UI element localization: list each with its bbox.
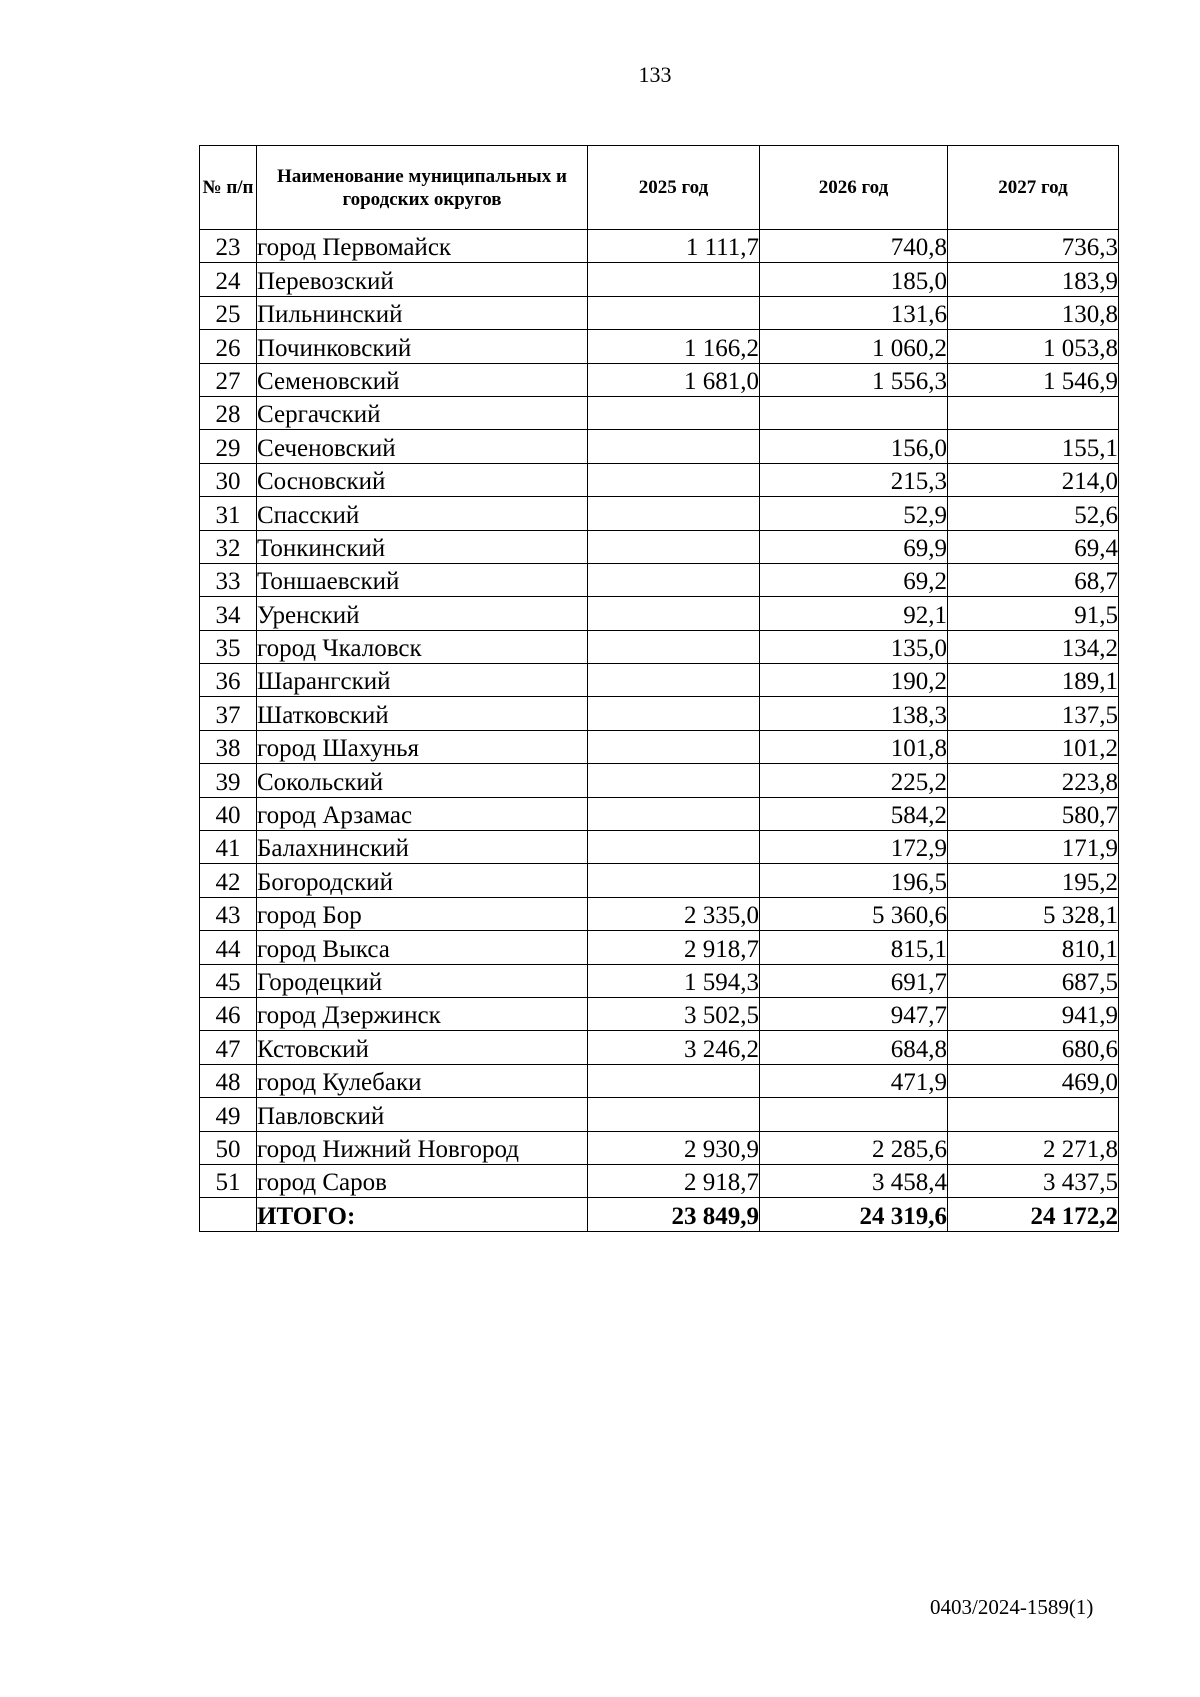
header-2025: 2025 год [588, 146, 760, 230]
cell-2025 [588, 730, 760, 763]
table-row [200, 664, 1119, 697]
document-code: 0403/2024-1589(1) [930, 1595, 1094, 1619]
table-row [200, 463, 1119, 496]
cell-2025 [588, 497, 760, 530]
cell-2026: 131,6 [760, 296, 948, 329]
table-row [200, 897, 1119, 930]
cell-2025: 1 681,0 [588, 363, 760, 396]
cell-2027: 3 437,5 [948, 1164, 1119, 1197]
cell-2025 [588, 664, 760, 697]
table-row [200, 997, 1119, 1030]
header-num: № п/п [200, 146, 257, 230]
cell-name: Сосновский [257, 463, 588, 496]
cell-2026: 135,0 [760, 630, 948, 663]
cell-2026: 69,2 [760, 563, 948, 596]
cell-2026 [760, 1098, 948, 1131]
cell-name: Кстовский [257, 1031, 588, 1064]
cell-name: Городецкий [257, 964, 588, 997]
cell-2026: 5 360,6 [760, 897, 948, 930]
cell-num: 36 [200, 664, 257, 697]
cell-2027: 137,5 [948, 697, 1119, 730]
total-cell-2026: 24 319,6 [760, 1198, 948, 1231]
cell-2027: 68,7 [948, 563, 1119, 596]
cell-name: город Саров [257, 1164, 588, 1197]
table-row [200, 1031, 1119, 1064]
cell-2025 [588, 864, 760, 897]
page-number: 133 [638, 62, 672, 87]
table-row [200, 230, 1119, 263]
cell-2026: 52,9 [760, 497, 948, 530]
cell-num: 47 [200, 1031, 257, 1064]
cell-2027 [948, 1098, 1119, 1131]
table-row [200, 597, 1119, 630]
cell-num: 31 [200, 497, 257, 530]
table-row [200, 1064, 1119, 1097]
budget-table [199, 145, 1119, 1232]
table-row [200, 396, 1119, 429]
cell-2025 [588, 597, 760, 630]
cell-2026: 92,1 [760, 597, 948, 630]
cell-name: Сокольский [257, 764, 588, 797]
cell-2027: 580,7 [948, 797, 1119, 830]
cell-2027: 69,4 [948, 530, 1119, 563]
cell-num: 50 [200, 1131, 257, 1164]
total-cell-num [200, 1198, 257, 1231]
cell-2025 [588, 1098, 760, 1131]
cell-2027: 101,2 [948, 730, 1119, 763]
cell-num: 23 [200, 230, 257, 263]
cell-name: Балахнинский [257, 831, 588, 864]
cell-num: 44 [200, 931, 257, 964]
table-row [200, 530, 1119, 563]
cell-num: 41 [200, 831, 257, 864]
cell-2025: 1 111,7 [588, 230, 760, 263]
table-row [200, 964, 1119, 997]
table-row [200, 797, 1119, 830]
cell-2026: 156,0 [760, 430, 948, 463]
cell-name: город Арзамас [257, 797, 588, 830]
cell-2027: 680,6 [948, 1031, 1119, 1064]
cell-num: 35 [200, 630, 257, 663]
cell-2026: 69,9 [760, 530, 948, 563]
cell-2025 [588, 396, 760, 429]
header-2027: 2027 год [948, 146, 1119, 230]
table-row [200, 831, 1119, 864]
cell-num: 38 [200, 730, 257, 763]
cell-2025: 3 246,2 [588, 1031, 760, 1064]
table-row [200, 697, 1119, 730]
cell-name: Пильнинский [257, 296, 588, 329]
cell-2026: 471,9 [760, 1064, 948, 1097]
cell-2026: 1 060,2 [760, 330, 948, 363]
cell-name: город Чкаловск [257, 630, 588, 663]
cell-name: Тоншаевский [257, 563, 588, 596]
cell-2026: 947,7 [760, 997, 948, 1030]
cell-2026: 691,7 [760, 964, 948, 997]
cell-2025 [588, 530, 760, 563]
cell-2027: 736,3 [948, 230, 1119, 263]
cell-2027: 155,1 [948, 430, 1119, 463]
table-row [200, 630, 1119, 663]
cell-2025 [588, 697, 760, 730]
total-cell-name: ИТОГО: [257, 1198, 588, 1231]
cell-name: город Выкса [257, 931, 588, 964]
cell-2027: 130,8 [948, 296, 1119, 329]
cell-2026: 584,2 [760, 797, 948, 830]
total-cell-2027: 24 172,2 [948, 1198, 1119, 1231]
cell-name: Тонкинский [257, 530, 588, 563]
cell-num: 24 [200, 263, 257, 296]
cell-2025 [588, 1064, 760, 1097]
cell-2025 [588, 263, 760, 296]
table-row [200, 1164, 1119, 1197]
cell-name: Семеновский [257, 363, 588, 396]
cell-name: город Дзержинск [257, 997, 588, 1030]
table-row [200, 864, 1119, 897]
cell-name: Сеченовский [257, 430, 588, 463]
cell-2026 [760, 396, 948, 429]
cell-2025 [588, 831, 760, 864]
total-row [200, 1198, 1119, 1231]
cell-num: 42 [200, 864, 257, 897]
cell-num: 48 [200, 1064, 257, 1097]
cell-2025 [588, 563, 760, 596]
cell-2027: 1 546,9 [948, 363, 1119, 396]
table-row [200, 430, 1119, 463]
cell-2026: 172,9 [760, 831, 948, 864]
cell-num: 32 [200, 530, 257, 563]
header-2026: 2026 год [760, 146, 948, 230]
cell-num: 34 [200, 597, 257, 630]
cell-2026: 185,0 [760, 263, 948, 296]
table-row [200, 1098, 1119, 1131]
cell-num: 43 [200, 897, 257, 930]
cell-2026: 815,1 [760, 931, 948, 964]
cell-num: 25 [200, 296, 257, 329]
cell-name: город Кулебаки [257, 1064, 588, 1097]
cell-2026: 3 458,4 [760, 1164, 948, 1197]
cell-2025: 2 930,9 [588, 1131, 760, 1164]
cell-2027 [948, 396, 1119, 429]
cell-2025: 2 918,7 [588, 931, 760, 964]
cell-2026: 196,5 [760, 864, 948, 897]
cell-name: город Бор [257, 897, 588, 930]
cell-num: 26 [200, 330, 257, 363]
cell-name: Уренский [257, 597, 588, 630]
cell-2027: 687,5 [948, 964, 1119, 997]
cell-2026: 684,8 [760, 1031, 948, 1064]
cell-2025 [588, 430, 760, 463]
cell-2026: 101,8 [760, 730, 948, 763]
cell-name: Шатковский [257, 697, 588, 730]
cell-2027: 2 271,8 [948, 1131, 1119, 1164]
cell-num: 51 [200, 1164, 257, 1197]
table-row [200, 363, 1119, 396]
cell-2025 [588, 797, 760, 830]
cell-2025: 1 594,3 [588, 964, 760, 997]
cell-2025: 2 335,0 [588, 897, 760, 930]
cell-2025: 2 918,7 [588, 1164, 760, 1197]
cell-2025 [588, 463, 760, 496]
cell-2027: 183,9 [948, 263, 1119, 296]
cell-num: 45 [200, 964, 257, 997]
cell-2026: 1 556,3 [760, 363, 948, 396]
table-header-row [200, 146, 1119, 230]
cell-name: Перевозский [257, 263, 588, 296]
table-row [200, 497, 1119, 530]
cell-2026: 138,3 [760, 697, 948, 730]
cell-num: 27 [200, 363, 257, 396]
table-row [200, 764, 1119, 797]
cell-2027: 1 053,8 [948, 330, 1119, 363]
cell-name: Павловский [257, 1098, 588, 1131]
table-row [200, 296, 1119, 329]
cell-2027: 189,1 [948, 664, 1119, 697]
cell-2026: 225,2 [760, 764, 948, 797]
cell-2025: 3 502,5 [588, 997, 760, 1030]
cell-2025 [588, 630, 760, 663]
cell-name: город Нижний Новгород [257, 1131, 588, 1164]
cell-2027: 134,2 [948, 630, 1119, 663]
header-name: Наименование муниципальных и городских округов [257, 146, 588, 230]
cell-2027: 5 328,1 [948, 897, 1119, 930]
cell-2025 [588, 296, 760, 329]
table-row [200, 263, 1119, 296]
cell-num: 33 [200, 563, 257, 596]
cell-2025: 1 166,2 [588, 330, 760, 363]
cell-num: 40 [200, 797, 257, 830]
table-row [200, 931, 1119, 964]
cell-2026: 740,8 [760, 230, 948, 263]
table-row [200, 1131, 1119, 1164]
cell-name: город Шахунья [257, 730, 588, 763]
cell-2026: 215,3 [760, 463, 948, 496]
table-body [200, 230, 1119, 1232]
cell-num: 39 [200, 764, 257, 797]
cell-2027: 214,0 [948, 463, 1119, 496]
cell-2027: 171,9 [948, 831, 1119, 864]
cell-2027: 195,2 [948, 864, 1119, 897]
cell-2027: 52,6 [948, 497, 1119, 530]
table-row [200, 730, 1119, 763]
cell-2026: 190,2 [760, 664, 948, 697]
cell-num: 46 [200, 997, 257, 1030]
cell-2026: 2 285,6 [760, 1131, 948, 1164]
cell-2027: 91,5 [948, 597, 1119, 630]
cell-name: Починковский [257, 330, 588, 363]
cell-num: 29 [200, 430, 257, 463]
cell-name: Шарангский [257, 664, 588, 697]
cell-2027: 941,9 [948, 997, 1119, 1030]
cell-num: 37 [200, 697, 257, 730]
cell-2025 [588, 764, 760, 797]
total-cell-2025: 23 849,9 [588, 1198, 760, 1231]
cell-num: 28 [200, 396, 257, 429]
cell-num: 30 [200, 463, 257, 496]
cell-num: 49 [200, 1098, 257, 1131]
cell-name: город Первомайск [257, 230, 588, 263]
cell-2027: 469,0 [948, 1064, 1119, 1097]
table-row [200, 330, 1119, 363]
cell-name: Сергачский [257, 396, 588, 429]
table-row [200, 563, 1119, 596]
cell-2027: 810,1 [948, 931, 1119, 964]
cell-name: Богородский [257, 864, 588, 897]
cell-2027: 223,8 [948, 764, 1119, 797]
cell-name: Спасский [257, 497, 588, 530]
